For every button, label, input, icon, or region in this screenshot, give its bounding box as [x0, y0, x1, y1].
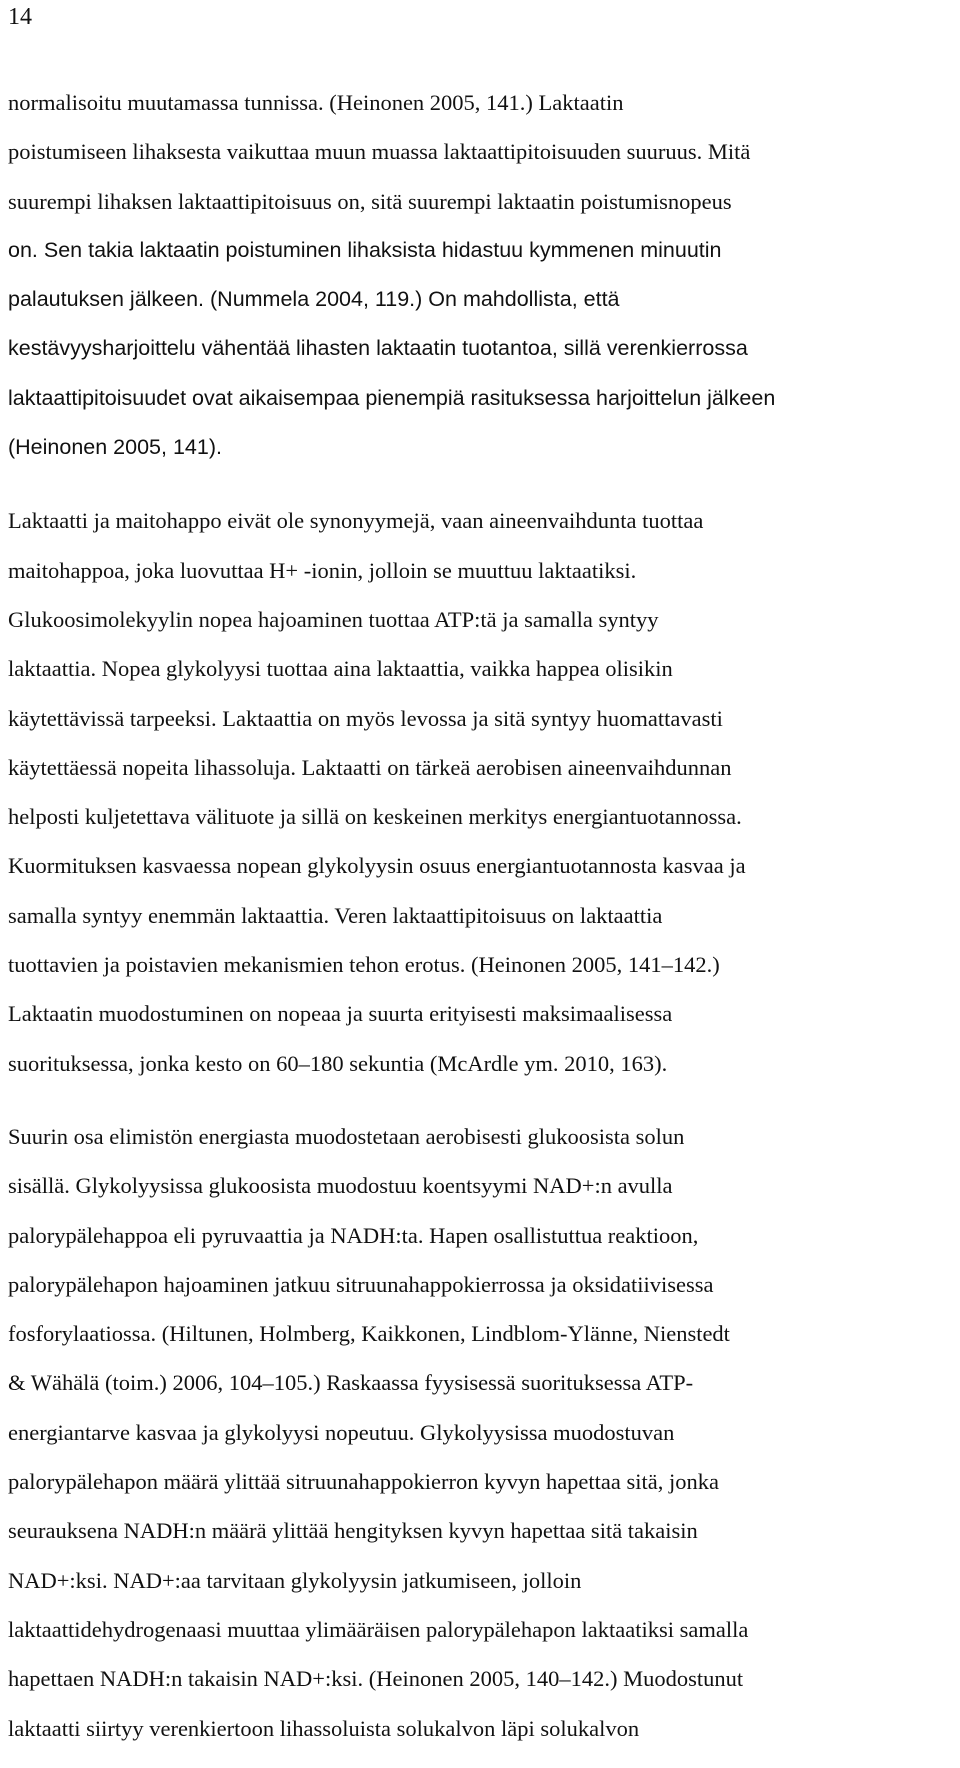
text-line: käytettäessä nopeita lihassoluja. Laktaatti on tärkeä aerobisen aineenvaihdunnan — [8, 754, 732, 780]
text-line: laktaatti siirtyy verenkiertoon lihassoluista solukalvon läpi solukalvon — [8, 1715, 640, 1741]
text-line: Kuormituksen kasvaessa nopean glykolyysin osuus energiantuotannosta kasvaa ja — [8, 853, 746, 879]
text-line: laktaattia. Nopea glykolyysi tuottaa aina laktaattia, vaikka happea olisikin — [8, 656, 673, 682]
text-line: suurempi lihaksen laktaattipitoisuus on, sitä suurempi laktaatin poistumisnopeus — [8, 188, 732, 214]
paragraph-lactate-vs-lactic-acid — [8, 496, 953, 1088]
text-line: Laktaatti ja maitohappo eivät ole synonyymejä, vaan aineenvaihdunta tuottaa — [8, 508, 704, 534]
text-line: laktaattipitoisuudet ovat aikaisempaa pienempiä rasituksessa harjoittelun jälkeen — [8, 385, 776, 410]
text-line: Glukoosimolekyylin nopea hajoaminen tuottaa ATP:tä ja samalla syntyy — [8, 606, 659, 632]
text-line: palorypälehappoa eli pyruvaattia ja NADH:ta. Hapen osallistuttua reaktioon, — [8, 1222, 699, 1248]
text-line: & Wähälä (toim.) 2006, 104–105.) Raskaassa fyysisessä suorituksessa ATP- — [8, 1370, 694, 1396]
text-line: helposti kuljetettava välituote ja sillä on keskeinen merkitys energiantuotannossa. — [8, 804, 742, 830]
document-body — [8, 78, 953, 1753]
paragraph-gap — [8, 1088, 953, 1112]
text-line: poistumiseen lihaksesta vaikuttaa muun muassa laktaattipitoisuuden suuruus. Mitä — [8, 139, 751, 165]
text-line: NAD+:ksi. NAD+:aa tarvitaan glykolyysin jatkumiseen, jolloin — [8, 1567, 582, 1593]
text-line: (Heinonen 2005, 141). — [8, 435, 222, 460]
text-line: maitohappoa, joka luovuttaa H+ -ionin, jolloin se muuttuu laktaatiksi. — [8, 557, 637, 583]
text-line: käytettävissä tarpeeksi. Laktaattia on myös levossa ja sitä syntyy huomattavasti — [8, 705, 723, 731]
text-line: kestävyysharjoittelu vähentää lihasten laktaatin tuotantoa, sillä verenkierrossa — [8, 336, 748, 361]
text-line: tuottavien ja poistavien mekanismien tehon erotus. (Heinonen 2005, 141–142.) — [8, 952, 720, 978]
paragraph-lactate-removal — [8, 78, 953, 472]
text-line: samalla syntyy enemmän laktaattia. Veren laktaattipitoisuus on laktaattia — [8, 902, 663, 928]
text-line: palorypälehapon määrä ylittää sitruunahappokierron kyvyn hapettaa sitä, jonka — [8, 1469, 720, 1495]
text-line: hapettaen NADH:n takaisin NAD+:ksi. (Heinonen 2005, 140–142.) Muodostunut — [8, 1666, 744, 1692]
text-line: seurauksena NADH:n määrä ylittää hengityksen kyvyn hapettaa sitä takaisin — [8, 1518, 698, 1544]
text-line: on. Sen takia laktaatin poistuminen lihaksista hidastuu kymmenen minuutin — [8, 237, 722, 262]
text-line: suorituksessa, jonka kesto on 60–180 sekuntia (McArdle ym. 2010, 163). — [8, 1050, 668, 1076]
text-line: Suurin osa elimistön energiasta muodostetaan aerobisesti glukoosista solun — [8, 1123, 685, 1149]
text-line: fosforylaatiossa. (Hiltunen, Holmberg, Kaikkonen, Lindblom-Ylänne, Nienstedt — [8, 1321, 730, 1347]
page-number: 14 — [8, 4, 32, 30]
text-line: palautuksen jälkeen. (Nummela 2004, 119.) On mahdollista, että — [8, 287, 620, 312]
text-line: palorypälehapon hajoaminen jatkuu sitruunahappokierrossa ja oksidatiivisessa — [8, 1271, 714, 1297]
text-line: normalisoitu muutamassa tunnissa. (Heinonen 2005, 141.) Laktaatin — [8, 90, 624, 115]
paragraph-aerobic-energy — [8, 1112, 953, 1753]
text-line: energiantarve kasvaa ja glykolyysi nopeutuu. Glykolyysissa muodostuvan — [8, 1419, 675, 1445]
text-line: laktaattidehydrogenaasi muuttaa ylimääräisen palorypälehapon laktaatiksi samalla — [8, 1616, 749, 1642]
paragraph-gap — [8, 472, 953, 496]
text-line: Laktaatin muodostuminen on nopeaa ja suurta erityisesti maksimaalisessa — [8, 1001, 673, 1027]
text-line: sisällä. Glykolyysissa glukoosista muodostuu koentsyymi NAD+:n avulla — [8, 1173, 673, 1199]
